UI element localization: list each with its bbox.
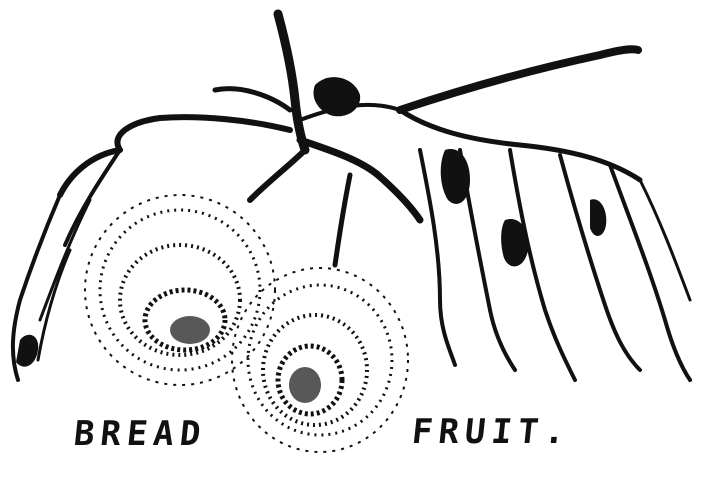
branch (250, 14, 420, 265)
caption-bread: BREAD (71, 414, 209, 454)
caption-fruit: FRUIT. (409, 412, 573, 452)
right-leaf (400, 49, 690, 380)
breadfruit-right (232, 268, 408, 452)
breadfruit-left (85, 195, 275, 385)
